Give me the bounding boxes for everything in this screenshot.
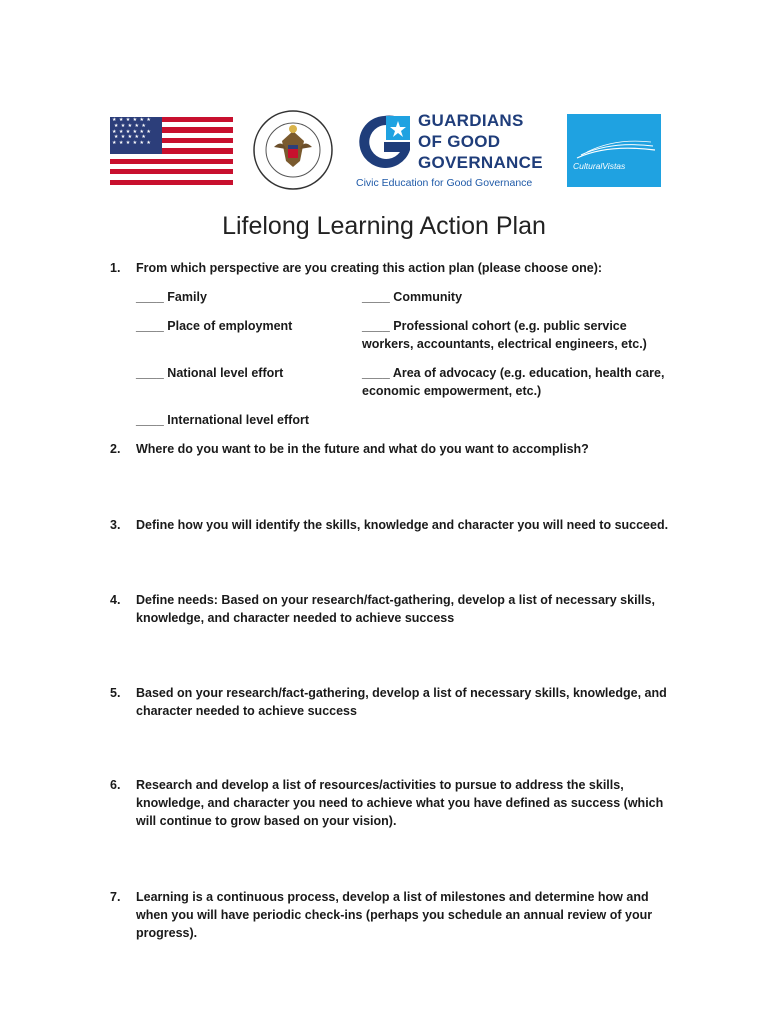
question-text: Research and develop a list of resources/activities to pursue to address the skills, knowledge, and character you need to achieve what you have defined as success (which will continue to grow based on your vision). — [136, 778, 664, 828]
question-number: 7. — [110, 890, 121, 904]
option-label: Area of advocacy (e.g. education, health care, economic empowerment, etc.) — [362, 366, 665, 398]
cultural-vistas-text: CulturalVistas — [573, 161, 626, 171]
option-label: Community — [393, 290, 463, 304]
question-number: 4. — [110, 593, 121, 607]
option-label: Professional cohort (e.g. public service workers, accountants, electrical engineers, etc.) — [362, 319, 647, 351]
question-number: 3. — [110, 518, 121, 532]
answer-blank: ____ — [136, 290, 164, 304]
answer-blank: ____ — [136, 319, 164, 333]
guardians-line-2: OF GOOD — [418, 132, 501, 151]
guardians-tagline: Civic Education for Good Governance — [356, 177, 533, 189]
answer-blank: ____ — [362, 366, 390, 380]
question-text: From which perspective are you creating this action plan (please choose one): — [136, 261, 603, 275]
us-flag-icon: ★ ★ ★ ★ ★ ★ ★ ★ ★ ★ ★ ★ ★ ★ ★ ★ ★ ★ ★ ★ ★ ★ ★ ★ ★ ★ ★ ★ — [110, 117, 233, 185]
guardians-g-logo-icon — [354, 112, 414, 178]
question-number: 6. — [110, 778, 121, 792]
option-label: International level effort — [167, 413, 309, 427]
question-number: 5. — [110, 686, 121, 700]
guardians-line-3: GOVERNANCE — [418, 153, 543, 172]
option-label: National level effort — [167, 366, 284, 380]
logo-strip — [0, 0, 768, 210]
question-text: Learning is a continuous process, develop a list of milestones and determine how and when you will have periodic check-ins (perhaps you schedule an annual review of your progress). — [136, 890, 653, 940]
guardians-wordmark — [418, 110, 543, 173]
answer-blank: ____ — [136, 413, 164, 427]
question-text: Where do you want to be in the future and what do you want to accomplish? — [136, 442, 589, 456]
guardians-line-1: GUARDIANS — [418, 111, 524, 130]
option-professional-cohort[interactable] — [362, 317, 672, 353]
answer-blank: ____ — [136, 366, 164, 380]
cultural-vistas-logo — [567, 114, 661, 187]
question-number: 1. — [110, 261, 121, 275]
option-community[interactable] — [362, 288, 672, 306]
option-label: Family — [167, 290, 207, 304]
question-text: Define how you will identify the skills, knowledge and character you will need to succeed. — [136, 518, 669, 532]
answer-blank: ____ — [362, 290, 390, 304]
page-title: Lifelong Learning Action Plan — [222, 212, 546, 240]
option-label: Place of employment — [167, 319, 293, 333]
question-text: Define needs: Based on your research/fact-gathering, develop a list of necessary skills, knowledge, and character needed to achieve success — [136, 593, 655, 625]
embassy-seal-icon — [252, 109, 334, 191]
swoosh-icon — [567, 114, 661, 187]
answer-blank: ____ — [362, 319, 390, 333]
question-number: 2. — [110, 442, 121, 456]
option-area-of-advocacy[interactable] — [362, 364, 672, 400]
option-international-level[interactable] — [136, 411, 446, 429]
question-text: Based on your research/fact-gathering, develop a list of necessary skills, knowledge, and character needed to achieve success — [136, 686, 667, 718]
